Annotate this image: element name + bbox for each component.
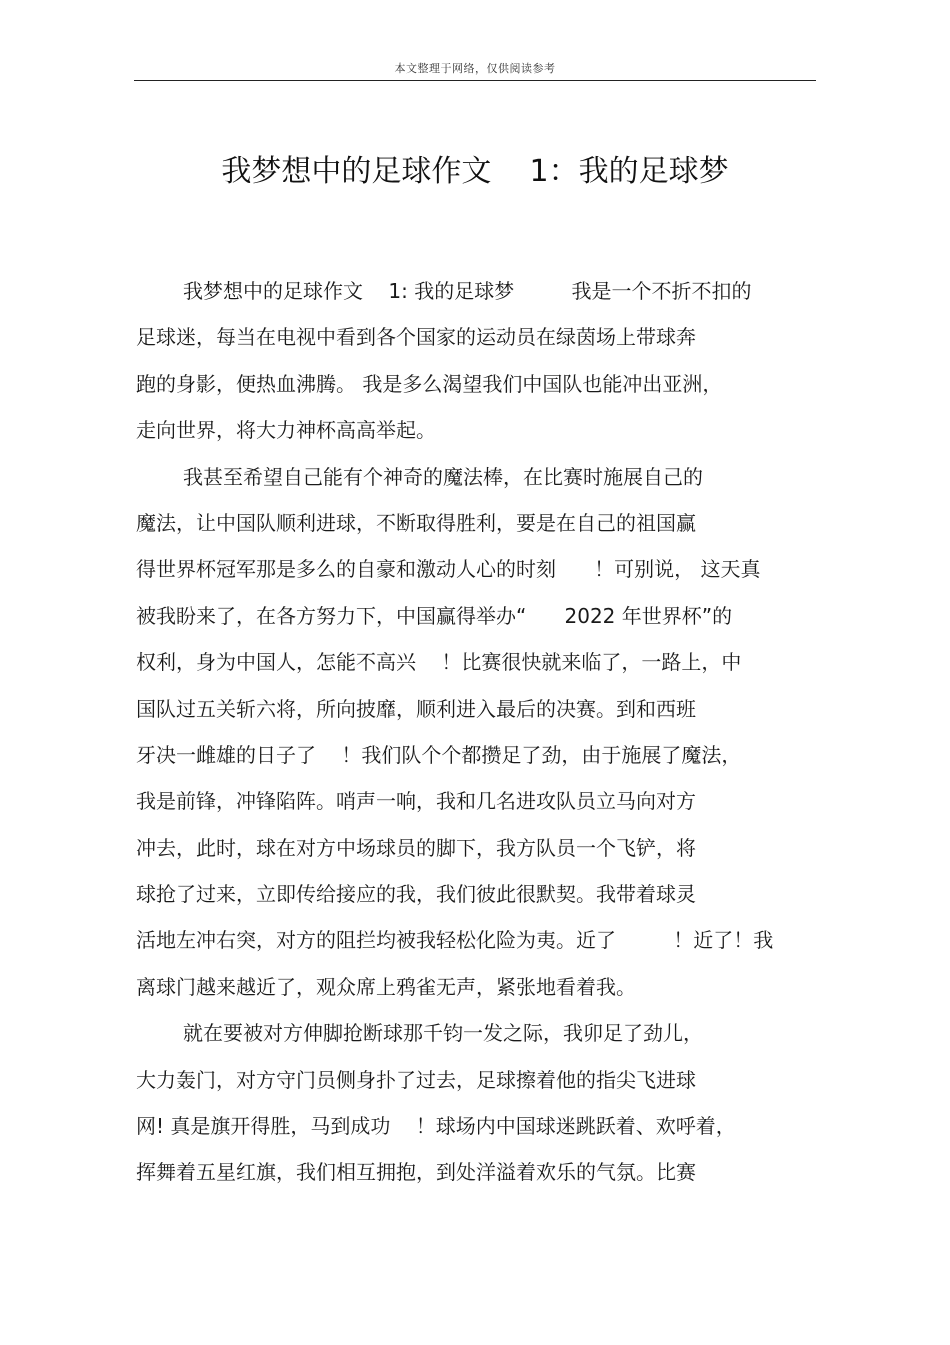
paragraph-3-line-1: 就在要被对方伸脚抢断球那千钧一发之际，我卯足了劲儿， bbox=[183, 1021, 703, 1046]
paragraph-3-line-3: 网! 真是旗开得胜，马到成功 ！球场内中国球迷跳跃着、欢呼着， bbox=[136, 1114, 736, 1139]
paragraph-2-line-7: 牙决一雌雄的日子了 ！我们队个个都攒足了劲，由于施展了魔法， bbox=[136, 742, 742, 767]
paragraph-1-line-1: 我梦想中的足球作文 1: 我的足球梦 我是一个不折不扣的 bbox=[183, 279, 752, 303]
paragraph-1-line-4: 走向世界，将大力神杯高高举起。 bbox=[136, 418, 436, 443]
paragraph-2-line-5: 权利，身为中国人，怎能不高兴 ！比赛很快就来临了，一路上，中 bbox=[136, 650, 742, 675]
paragraph-1-line-2: 足球迷，每当在电视中看到各个国家的运动员在绿茵场上带球奔 bbox=[136, 325, 696, 350]
paragraph-2-line-3: 得世界杯冠军那是多么的自豪和激动人心的时刻 ！可别说， 这天真 bbox=[136, 557, 761, 582]
page-title: 我梦想中的足球作文 1：我的足球梦 bbox=[221, 154, 729, 189]
paragraph-2-line-6: 国队过五关斩六将，所向披靡，顺利进入最后的决赛。到和西班 bbox=[136, 696, 696, 721]
paragraph-3-line-2: 大力轰门，对方守门员侧身扑了过去，足球擦着他的指尖飞进球 bbox=[136, 1067, 696, 1092]
paragraph-2-line-4: 被我盼来了，在各方努力下，中国赢得举办“ 2022 年世界杯”的 bbox=[136, 603, 733, 628]
paragraph-2-line-9: 冲去，此时，球在对方中场球员的脚下，我方队员一个飞铲，将 bbox=[136, 835, 696, 860]
paragraph-2-line-1: 我甚至希望自己能有个神奇的魔法棒，在比赛时施展自己的 bbox=[183, 464, 703, 489]
header-divider bbox=[134, 80, 816, 81]
paragraph-2-line-8: 我是前锋，冲锋陷阵。哨声一响，我和几名进攻队员立马向对方 bbox=[136, 789, 696, 814]
paragraph-3-line-4: 挥舞着五星红旗，我们相互拥抱，到处洋溢着欢乐的气氛。比赛 bbox=[136, 1160, 696, 1185]
paragraph-2-line-12: 离球门越来越近了，观众席上鸦雀无声，紧张地看着我。 bbox=[136, 974, 636, 999]
header-note: 本文整理于网络，仅供阅读参考 bbox=[394, 62, 556, 75]
article-body bbox=[136, 268, 826, 1196]
paragraph-2-line-11: 活地左冲右突，对方的阻拦均被我轻松化险为夷。近了 ！近了！我 bbox=[136, 928, 774, 953]
paragraph-2-line-2: 魔法，让中国队顺利进球，不断取得胜利，要是在自己的祖国赢 bbox=[136, 510, 696, 535]
paragraph-1-line-3: 跑的身影，便热血沸腾。 我是多么渴望我们中国队也能冲出亚洲， bbox=[136, 371, 723, 396]
paragraph-2-line-10: 球抢了过来，立即传给接应的我，我们彼此很默契。我带着球灵 bbox=[136, 882, 696, 907]
